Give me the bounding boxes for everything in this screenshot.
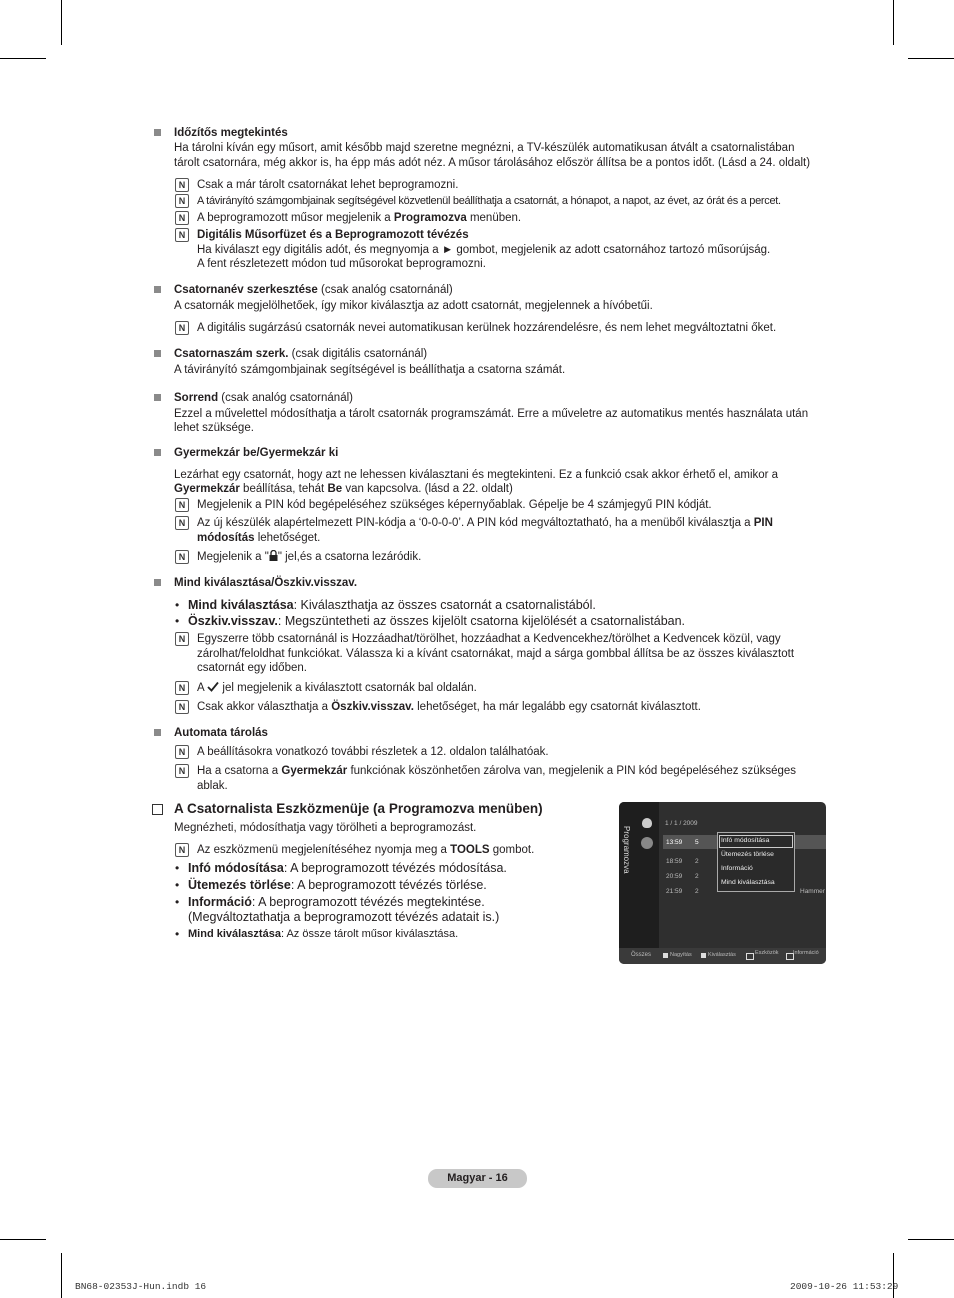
bullet-dot: • (175, 598, 180, 612)
bullet-text: Információ: A beprogramozott tévézés megtekintése. (188, 895, 485, 909)
note-icon: N (175, 498, 189, 512)
clock-icon (641, 837, 653, 849)
section-title: Gyermekzár be/Gyermekzár ki (174, 447, 339, 459)
note-icon: N (175, 194, 189, 208)
bullet-dot: • (175, 895, 180, 909)
osd-menu-item[interactable]: Infó módosítása (721, 837, 770, 844)
note-text: csatornát egy időben. (197, 662, 307, 674)
note-text: módosítás lehetőséget. (197, 532, 321, 544)
button-icon (701, 953, 706, 958)
section-title: Csatornaszám szerk. (csak digitális csatornánál) (174, 348, 428, 360)
osd-bottom-label: Összes (631, 952, 652, 958)
osd-time: 13:59 (666, 839, 683, 846)
osd-bottom-label: Eszközök (755, 950, 779, 956)
note-text: Ha a csatorna a Gyermekzár funkciónak köszönhetően zárolva van, megjelenik a PIN kód begépeléséhez szükséges (197, 765, 797, 777)
note-icon: N (175, 211, 189, 225)
osd-bottom-bar (619, 948, 826, 964)
bullet-dot: • (175, 878, 180, 892)
osd-time: 18:59 (666, 858, 683, 865)
paragraph: Ezzel a művelettel módosíthatja a tárolt csatornák programszámát. Erre a műveletre az automatikus mentés használata után (174, 408, 809, 420)
note-text: A digitális sugárzású csatornák nevei automatikusan kerülnek hozzárendelésre, és nem lehet megváltoztatni őket. (197, 322, 777, 334)
note-icon: N (175, 632, 189, 646)
bullet-text: Öszkiv.visszav.: Megszüntetheti az összes kijelölt csatorna kijelölését a csatornalistában. (188, 614, 686, 628)
paragraph: lehet szüksége. (174, 422, 254, 434)
osd-time: 20:59 (666, 873, 683, 880)
section-bullet (154, 129, 161, 136)
osd-channel: 2 (695, 873, 699, 880)
osd-channel: 2 (695, 888, 699, 895)
section-title: Csatornanév szerkesztése (csak analóg csatornánál) (174, 284, 453, 296)
note-icon: N (175, 516, 189, 530)
section-bullet (154, 729, 161, 736)
heart-icon (642, 818, 652, 828)
bullet-text: Infó módosítása: A beprogramozott tévézés módosítása. (188, 861, 507, 875)
section-title: Sorrend (csak analóg csatornánál) (174, 392, 353, 404)
section-bullet (154, 350, 161, 357)
section-bullet (154, 286, 161, 293)
note-text: Megjelenik a PIN kód begépeléséhez szükséges képernyőablak. Gépelje be 4 számjegyű PIN kódját. (197, 499, 712, 511)
osd-channel: 2 (695, 858, 699, 865)
button-icon (663, 953, 668, 958)
bullet-dot: • (175, 927, 180, 941)
osd-tools-menu (717, 832, 795, 892)
page-number: Magyar - 16 (428, 1169, 527, 1188)
paragraph: Ha tárolni kíván egy műsort, amit később majd szeretne megnézni, a TV-készülék automatikusan átvált a csatornalistában (174, 142, 795, 154)
osd-bottom-label: Kiválasztás (708, 952, 736, 958)
note-text: Megjelenik a " " jel,és a csatorna lezáródik. (197, 551, 422, 563)
bullet-text: Ütemezés törlése: A beprogramozott tévézés törlése. (188, 878, 487, 892)
note-text: ablak. (197, 780, 228, 792)
section-bullet (154, 449, 161, 456)
print-slug-right: 2009-10-26 11:53:29 (790, 1281, 899, 1292)
section-title: Mind kiválasztása/Öszkiv.visszav. (174, 577, 358, 589)
note-icon: N (175, 843, 189, 857)
note-text: Digitális Műsorfüzet és a Beprogramozott tévézés (197, 229, 469, 241)
note-text: Csak akkor választhatja a Öszkiv.visszav. lehetőséget, ha már legalább egy csatornát kiválasztott. (197, 701, 701, 713)
section-bullet (154, 394, 161, 401)
bullet-dot: • (175, 861, 180, 875)
paragraph: Lezárhat egy csatornát, hogy azt ne lehessen kiválasztani és megtekinteni. Ez a funkció csak akkor érhető el, amikor a (174, 469, 779, 481)
paragraph: A csatornák megjelölhetőek, így mikor kiválasztja az adott csatornát, megjelennek a hívóbetűi. (174, 300, 653, 312)
print-slug-left: BN68-02353J-Hun.indb 16 (75, 1281, 207, 1292)
note-text: Egyszerre több csatornánál is Hozzáadhat/törölhet, hozzáadhat a Kedvencekhez/törölhet a Kedvencek közül, vagy (197, 633, 781, 645)
lock-icon (269, 550, 278, 561)
note-text: zárolhat/feloldhat funkciókat. Válassza ki a kívánt csatornákat, majd a sárga gombbal állítsa be az összes kiválasztott (197, 648, 795, 660)
note-text: A távirányító számgombjainak segítségével közvetlenül beállíthatja a csatornát, a hónapot, a napot, az évet, az órát és a percet. (197, 195, 781, 207)
osd-sidebar (619, 802, 659, 948)
checkbox-bullet-icon (152, 804, 163, 815)
note-text: A beállításokra vonatkozó további részletek a 12. oldalon találhatóak. (197, 746, 549, 758)
section-title: Automata tárolás (174, 727, 268, 739)
section-heading: A Csatornalista Eszközmenüje (a Programozva menüben) (174, 801, 543, 816)
bullet-text: Mind kiválasztása: Kiválaszthatja az összes csatornát a csatornalistából. (188, 598, 596, 612)
osd-date: 1 / 1 / 2009 (665, 820, 698, 827)
note-icon: N (175, 764, 189, 778)
paragraph: A távirányító számgombjainak segítségével is beállíthatja a csatorna számát. (174, 364, 566, 376)
note-text: A beprogramozott műsor megjelenik a Programozva menüben. (197, 212, 522, 224)
note-text: Ha kiválaszt egy digitális adót, és megnyomja a ► gombot, megjelenik az adott csatornához tartozó műsorújság. (197, 244, 771, 256)
paragraph: Megnézheti, módosíthatja vagy törölheti a beprogramozást. (174, 822, 477, 834)
note-icon: N (175, 228, 189, 242)
paragraph: tárolt csatornára, még akkor is, ha épp más adót néz. A műsor tárolásához először állítsa be a pontos időt. (Lásd a 24. oldalt) (174, 157, 811, 169)
note-icon: N (175, 745, 189, 759)
osd-bottom-label: Információ (793, 950, 819, 956)
note-icon: N (175, 700, 189, 714)
tools-icon (746, 953, 754, 960)
osd-menu-item[interactable]: Mind kiválasztása (721, 879, 775, 886)
note-icon: N (175, 550, 189, 564)
note-text: Az új készülék alapértelmezett PIN-kódja a ‘0-0-0-0’. A PIN kód megváltoztatható, ha a menüből kiválasztja a PIN (197, 517, 773, 529)
note-text: Az eszközmenü megjelenítéséhez nyomja meg a TOOLS gombot. (197, 844, 535, 856)
osd-bottom-label: Nagyítás (670, 952, 692, 958)
note-icon: N (175, 178, 189, 192)
osd-program: Hammer (800, 888, 825, 895)
tv-osd-screenshot (619, 802, 826, 964)
osd-menu-item[interactable]: Ütemezés törlése (721, 851, 774, 858)
bullet-text: Mind kiválasztása: Az össze tárolt műsor kiválasztása. (188, 928, 459, 940)
note-icon: N (175, 321, 189, 335)
osd-vertical-title: Programozva (622, 826, 631, 874)
paragraph: Gyermekzár beállítása, tehát Be van kapcsolva. (lásd a 22. oldalt) (174, 483, 513, 495)
bullet-text: (Megváltoztathatja a beprogramozott tévézés adatait is.) (188, 910, 500, 924)
osd-time: 21:59 (666, 888, 683, 895)
note-text: A fent részletezett módon tud műsorokat beprogramozni. (197, 258, 486, 270)
osd-menu-item[interactable]: Információ (721, 865, 753, 872)
note-text: A jel megjelenik a kiválasztott csatornák bal oldalán. (197, 682, 477, 694)
osd-channel: 5 (695, 839, 699, 846)
section-title: Időzítős megtekintés (174, 127, 288, 139)
note-text: Csak a már tárolt csatornákat lehet beprogramozni. (197, 179, 459, 191)
bullet-dot: • (175, 614, 180, 628)
section-bullet (154, 579, 161, 586)
check-icon (207, 681, 219, 692)
note-icon: N (175, 681, 189, 695)
